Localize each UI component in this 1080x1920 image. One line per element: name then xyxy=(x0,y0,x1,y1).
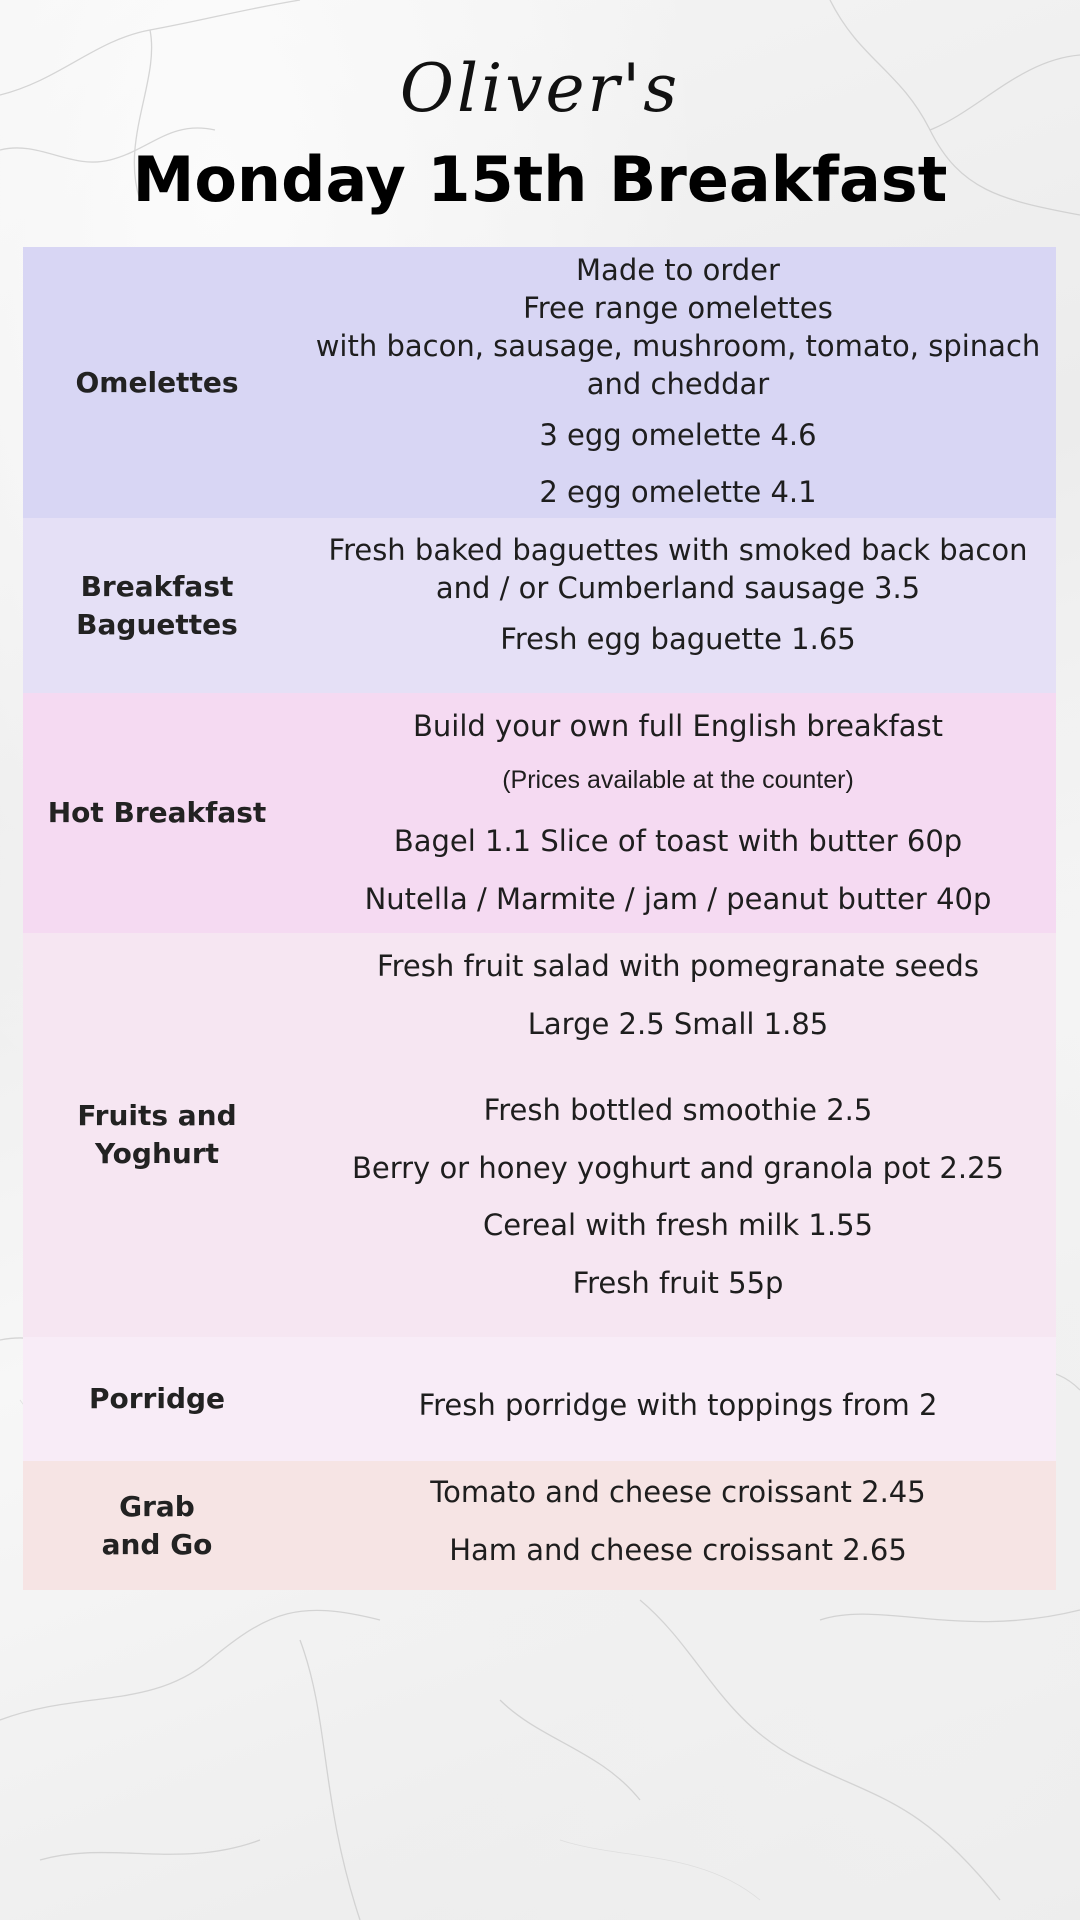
fresh-fruit-item: Fresh fruit 55p xyxy=(572,1266,784,1300)
items-porridge xyxy=(313,1337,1043,1461)
items-fruits-yoghurt xyxy=(313,933,1043,1337)
ham-croissant-item: Ham and cheese croissant 2.65 xyxy=(449,1533,907,1567)
section-fruits-yoghurt xyxy=(23,933,1056,1337)
fruit-salad-item: Fresh fruit salad with pomegranate seeds xyxy=(377,949,979,983)
tomato-croissant-item: Tomato and cheese croissant 2.45 xyxy=(430,1475,926,1509)
section-hot-breakfast xyxy=(23,693,1056,933)
porridge-item: Fresh porridge with toppings from 2 xyxy=(418,1388,938,1422)
bagel-toast-item: Bagel 1.1 Slice of toast with butter 60p xyxy=(393,824,963,858)
menu-table xyxy=(23,247,1056,1590)
full-english-item: Build your own full English breakfast xyxy=(413,709,943,743)
section-breakfast-baguettes xyxy=(23,518,1056,693)
items-omelettes xyxy=(313,247,1043,518)
omelettes-description: Made to order Free range omelettes with bacon, sausage, mushroom, tomato, spinach and cheddar xyxy=(315,253,1041,401)
fruit-salad-sizes: Large 2.5 Small 1.85 xyxy=(527,1007,829,1041)
prices-note: (Prices available at the counter) xyxy=(502,766,854,794)
items-grab-and-go xyxy=(313,1461,1043,1590)
category-breakfast-baguettes: Breakfast Baguettes xyxy=(76,569,238,641)
category-omelettes: Omelettes xyxy=(75,365,239,399)
section-omelettes xyxy=(23,247,1056,518)
cereal-item: Cereal with fresh milk 1.55 xyxy=(483,1208,873,1242)
section-grab-and-go xyxy=(23,1461,1056,1590)
baguette-egg: Fresh egg baguette 1.65 xyxy=(500,622,856,656)
category-grab-and-go: Grab and Go xyxy=(101,1489,213,1561)
category-porridge: Porridge xyxy=(88,1382,226,1415)
category-fruits-yoghurt: Fruits and Yoghurt xyxy=(77,1099,237,1170)
spreads-item: Nutella / Marmite / jam / peanut butter 40p xyxy=(364,882,992,916)
category-hot-breakfast: Hot Breakfast xyxy=(47,796,267,829)
omelette-3-egg: 3 egg omelette 4.6 xyxy=(539,418,817,452)
brand-name: Oliver's xyxy=(399,50,681,127)
items-hot-breakfast xyxy=(313,693,1043,933)
omelette-2-egg: 2 egg omelette 4.1 xyxy=(539,475,817,509)
smoothie-item: Fresh bottled smoothie 2.5 xyxy=(483,1093,873,1127)
section-porridge xyxy=(23,1337,1056,1461)
yoghurt-pot-item: Berry or honey yoghurt and granola pot 2.25 xyxy=(351,1151,1004,1185)
baguette-bacon-sausage: Fresh baked baguettes with smoked back bacon and / or Cumberland sausage 3.5 xyxy=(328,533,1028,605)
items-breakfast-baguettes xyxy=(313,518,1043,693)
menu-title: Monday 15th Breakfast xyxy=(132,143,948,216)
